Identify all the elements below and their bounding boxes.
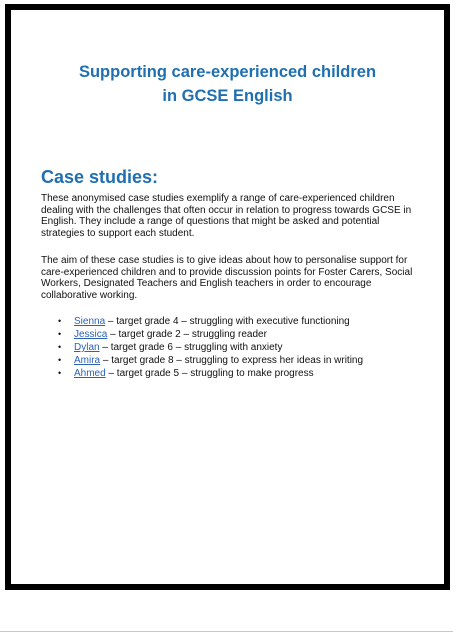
- list-item: [55, 315, 415, 328]
- case-link-jessica[interactable]: Jessica: [74, 329, 108, 340]
- list-item: [55, 367, 415, 380]
- aim-paragraph: The aim of these case studies is to give ideas about how to personalise support for care-experienced children and to provide discussion points for Foster Carers, Social Workers, Designated Teachers and English teachers in order to encourage collaborative working.: [41, 255, 413, 301]
- case-detail: – target grade 4 – struggling with executive functioning: [105, 316, 350, 327]
- section-heading: Case studies:: [41, 167, 159, 187]
- title-line-1: Supporting care-experienced children: [78, 63, 377, 81]
- case-detail: – target grade 8 – struggling to express her ideas in writing: [100, 355, 364, 366]
- bullet-icon: •: [58, 368, 62, 378]
- case-link-dylan[interactable]: Dylan: [74, 342, 100, 353]
- document-title: [11, 60, 444, 108]
- list-item: [55, 354, 415, 367]
- bullet-icon: •: [58, 329, 62, 339]
- case-detail: – target grade 6 – struggling with anxiety: [99, 342, 283, 353]
- list-item: [55, 328, 415, 341]
- case-detail: – target grade 5 – struggling to make progress: [105, 368, 314, 379]
- intro-paragraph: These anonymised case studies exemplify a range of care-experienced children dealing with the challenges that often occur in relation to progress towards GCSE in English. They include a range of questions that might be asked and potential strategies to support each student.: [41, 193, 412, 239]
- bullet-icon: •: [58, 355, 62, 365]
- title-line-2: in GCSE English: [162, 87, 293, 105]
- case-link-amira[interactable]: Amira: [74, 355, 101, 366]
- case-study-list: [55, 315, 415, 380]
- bullet-icon: •: [58, 342, 62, 352]
- case-link-sienna[interactable]: Sienna: [74, 316, 106, 327]
- case-detail: – target grade 2 – struggling reader: [107, 329, 267, 340]
- list-item: [55, 341, 415, 354]
- bullet-icon: •: [58, 316, 62, 326]
- footer-divider: [0, 631, 453, 632]
- case-link-ahmed[interactable]: Ahmed: [74, 368, 106, 379]
- document-page: [5, 4, 450, 590]
